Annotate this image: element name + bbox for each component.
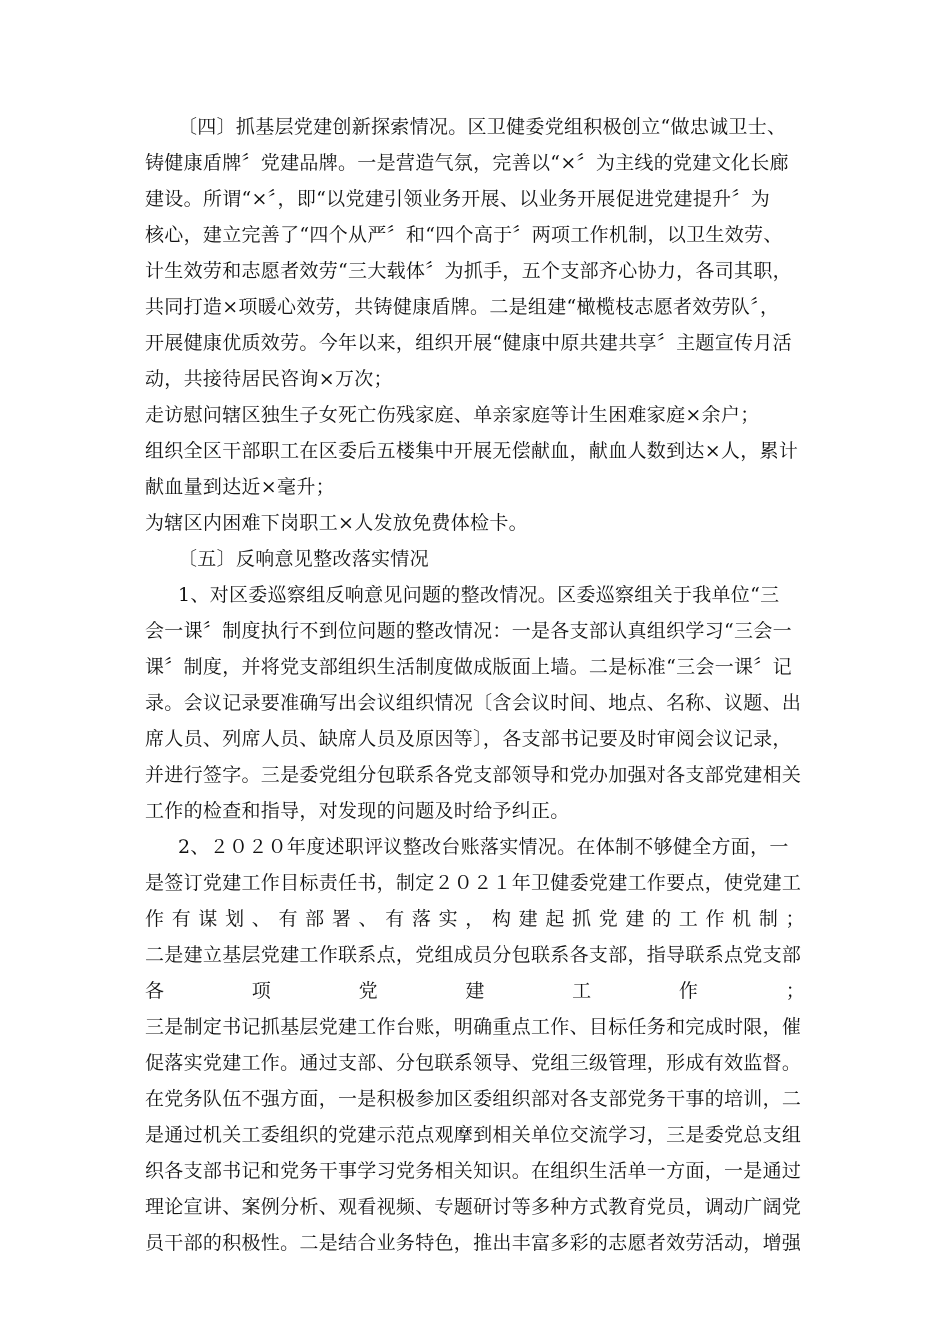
spread-char: 作 bbox=[678, 980, 699, 1002]
spread-char: 的 bbox=[652, 908, 672, 930]
section4-line-10: 组织全区干部职工在区委后五楼集中开展无偿献血，献血人数到达×人，累计 bbox=[145, 440, 799, 462]
section5-para1-line-6: 并进行签字。三是委党组分包联系各党支部领导和党办加强对各支部党建相关 bbox=[145, 764, 802, 786]
spread-char: 、 bbox=[251, 908, 272, 930]
section5-para2-spread-line-1 bbox=[145, 907, 805, 931]
spread-char: 党 bbox=[358, 980, 378, 1002]
section5-para2-line-8: 织各支部书记和党务干事学习党务相关知识。在组织生活单一方面，一是通过 bbox=[145, 1160, 802, 1182]
section5-para2-line-1: 2、２０２０年度述职评议整改台账落实情况。在体制不够健全方面，一 bbox=[178, 836, 789, 858]
section4-line-9: 走访慰问辖区独生子女死亡伤残家庭、单亲家庭等计生困难家庭×余户； bbox=[145, 404, 760, 426]
section4-line-1: 〔四〕抓基层党建创新探索情况。区卫健委党组积极创立“做忠诚卫士、 bbox=[178, 116, 787, 138]
spread-char: 部 bbox=[305, 908, 325, 930]
spread-char: 署 bbox=[331, 908, 352, 930]
section5-para2-line-10: 员干部的积极性。二是结合业务特色，推出丰富多彩的志愿者效劳活动，增强 bbox=[145, 1232, 802, 1254]
section4-line-5: 计生效劳和志愿者效劳“三大载体〞为抓手，五个支部齐心协力，各司其职， bbox=[145, 260, 792, 282]
section5-para2-line-2: 是签订党建工作目标责任书，制定２０２１年卫健委党建工作要点，使党建工 bbox=[145, 872, 802, 894]
spread-char: ， bbox=[465, 908, 485, 930]
section4-line-11: 献血量到达近×毫升； bbox=[145, 476, 335, 498]
section5-para1-line-4: 录。会议记录要准确写出会议组织情况〔含会议时间、地点、名称、议题、出 bbox=[145, 692, 802, 714]
spread-char: 建 bbox=[518, 908, 538, 930]
spread-char: 建 bbox=[625, 908, 645, 930]
spread-char: 作 bbox=[145, 908, 165, 930]
spread-char: 构 bbox=[491, 908, 512, 930]
section5-para2-line-9: 理论宣讲、案例分析、观看视频、专题研讨等多种方式教育党员，调动广阔党 bbox=[145, 1196, 802, 1218]
spread-char: 有 bbox=[278, 908, 298, 930]
section4-line-6: 共同打造×项暖心效劳，共铸健康盾牌。二是组建“橄榄枝志愿者效劳队〞， bbox=[145, 296, 780, 318]
section4-line-4: 核心，建立完善了“四个从严〞和“四个高于〞两项工作机制，以卫生效劳、 bbox=[145, 224, 783, 246]
spread-char: 工 bbox=[678, 908, 699, 930]
section5-para2-line-6: 在党务队伍不强方面，一是积极参加区委组织部对各支部党务干事的培训，二 bbox=[145, 1088, 802, 1110]
section5-para1-line-1: 1、对区委巡察组反响意见问题的整改情况。区委巡察组关于我单位“三 bbox=[178, 584, 780, 606]
spread-char: 实 bbox=[438, 908, 458, 930]
spread-char: 落 bbox=[411, 908, 432, 930]
section5-para1-line-7: 工作的检查和指导，对发现的问题及时给予纠正。 bbox=[145, 800, 570, 822]
spread-char: 、 bbox=[358, 908, 378, 930]
section5-para1-line-3: 课〞制度，并将党支部组织生活制度做成版面上墙。二是标准“三会一课〞记 bbox=[145, 656, 792, 678]
section5-heading: 〔五〕反响意见整改落实情况 bbox=[178, 548, 429, 570]
section5-para2-line-3: 二是建立基层党建工作联系点，党组成员分包联系各支部，指导联系点党支部 bbox=[145, 944, 802, 966]
spread-char: 工 bbox=[572, 980, 592, 1002]
spread-char: 抓 bbox=[572, 908, 592, 930]
section5-para2-spread-line-2 bbox=[145, 979, 805, 1003]
section4-line-7: 开展健康优质效劳。今年以来，组织开展“健康中原共建共享〞主题宣传月活 bbox=[145, 332, 792, 354]
spread-char: 机 bbox=[732, 908, 752, 930]
section4-line-12: 为辖区内困难下岗职工×人发放免费体检卡。 bbox=[145, 512, 528, 534]
spread-char: 党 bbox=[598, 908, 618, 930]
spread-char: ； bbox=[785, 908, 805, 930]
spread-char: 制 bbox=[758, 908, 779, 930]
spread-char: 有 bbox=[385, 908, 405, 930]
spread-char: 各 bbox=[145, 980, 165, 1002]
section5-para2-line-5: 促落实党建工作。通过支部、分包联系领导、党组三级管理，形成有效监督。 bbox=[145, 1052, 802, 1074]
section5-para1-line-2: 会一课〞制度执行不到位问题的整改情况：一是各支部认真组织学习“三会一 bbox=[145, 620, 792, 642]
spread-char: 划 bbox=[225, 908, 245, 930]
spread-char: 谋 bbox=[198, 908, 218, 930]
spread-char: 有 bbox=[171, 908, 191, 930]
section5-para1-line-5: 席人员、列席人员、缺席人员及原因等〕，各支部书记要及时审阅会议记录， bbox=[145, 728, 792, 750]
spread-char: 建 bbox=[465, 980, 485, 1002]
spread-char: 作 bbox=[705, 908, 725, 930]
section4-line-3: 建设。所谓“×〞，即“以党建引领业务开展、以业务开展促进党建提升〞为 bbox=[145, 188, 771, 210]
spread-char: 起 bbox=[545, 908, 565, 930]
spread-char: ； bbox=[785, 980, 805, 1002]
section4-line-2: 铸健康盾牌〞党建品牌。一是营造气氛，完善以“×〞为主线的党建文化长廊 bbox=[145, 152, 789, 174]
section5-para2-line-4: 三是制定书记抓基层党建工作台账，明确重点工作、目标任务和完成时限，催 bbox=[145, 1016, 802, 1038]
section4-line-8: 动，共接待居民咨询×万次； bbox=[145, 368, 393, 390]
section5-para2-line-7: 是通过机关工委组织的党建示范点观摩到相关单位交流学习，三是委党总支组 bbox=[145, 1124, 802, 1146]
spread-char: 项 bbox=[251, 980, 272, 1002]
